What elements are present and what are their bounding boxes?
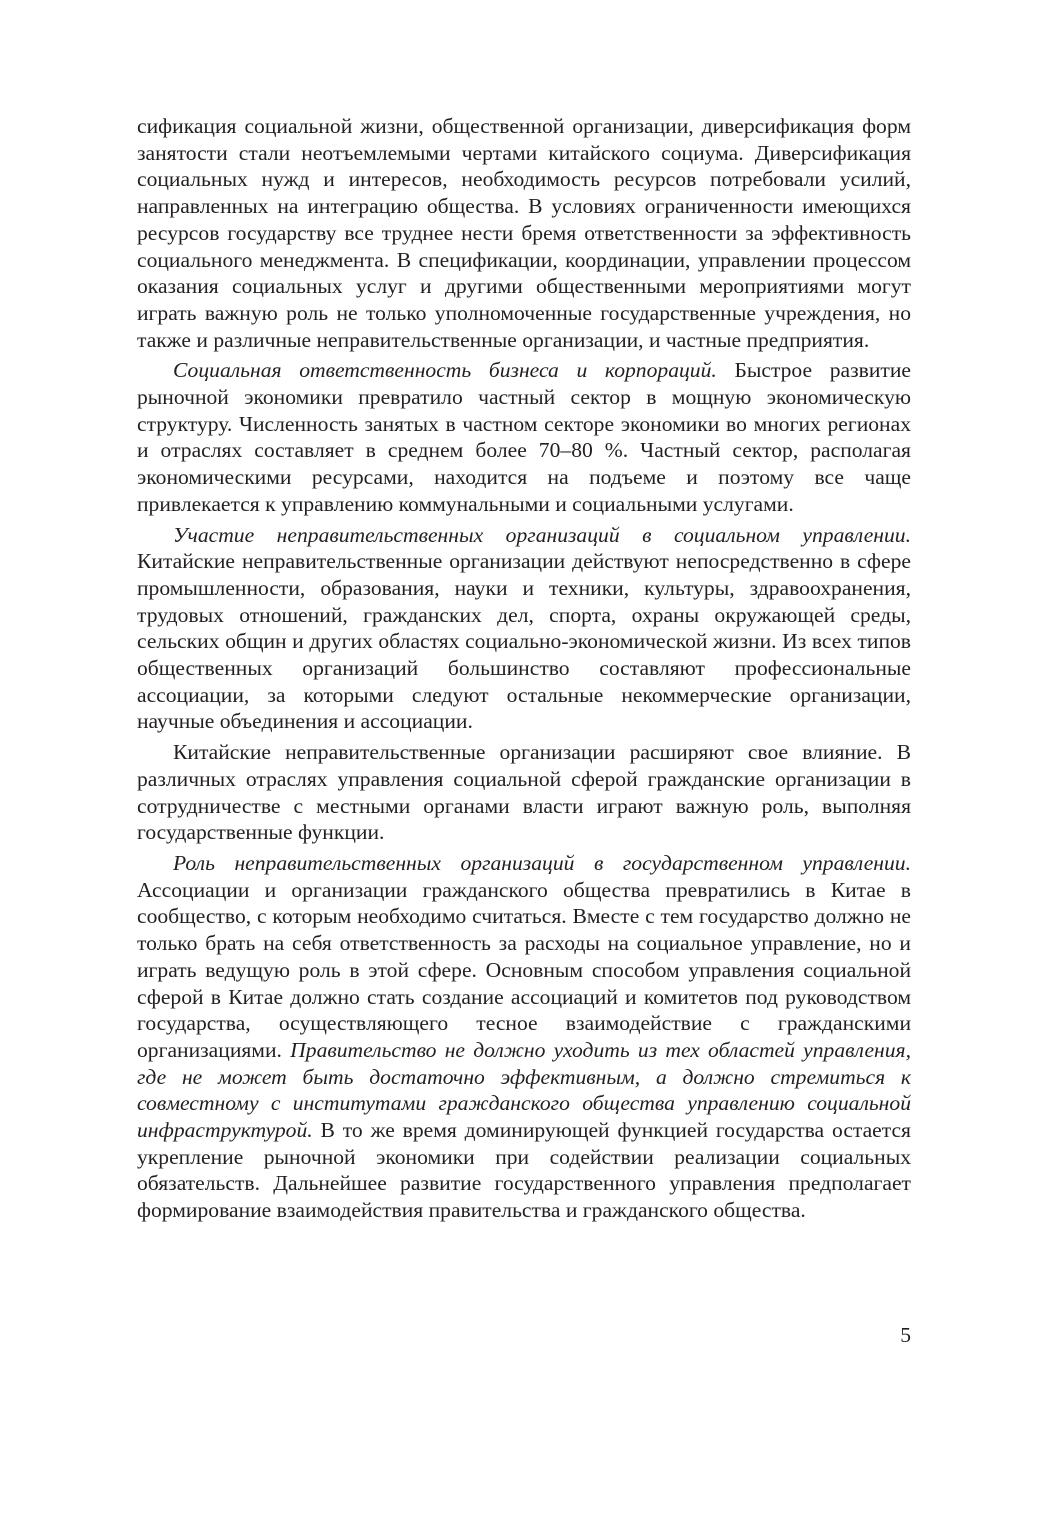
paragraph-5 (137, 850, 911, 1224)
paragraph-2-heading: Социальная ответственность бизнеса и корпораций. (173, 358, 717, 383)
paragraph-5-heading: Роль неправительственных организаций в государственном управлении. (173, 850, 911, 875)
paragraph-3 (137, 522, 911, 736)
paragraph-3-heading: Участие неправительственных организаций в социальном управлении. (173, 522, 911, 547)
paragraph-4-text: Китайские неправительственные организации расширяют свое влияние. В различных отраслях управления социальной сферой гражданские организации в сотрудничестве с местными органами власти играют важную роль, выполняя государственные функции. (137, 740, 911, 845)
paragraph-2-text: Быстрое развитие рыночной экономики превратило частный сектор в мощную экономическую структуру. Численность занятых в частном секторе экономики во многих регионах и отраслях составляет в среднем более 70–80 %. Частный сектор, располагая экономическими ресурсами, находится на подъеме и поэтому все чаще привлекается к управлению коммунальными и социальными услугами. (137, 358, 911, 516)
paragraph-5-emphasis: Правительство не должно уходить из тех областей управления, где не может быть достаточно эффективным, а должно стремиться к совместному с институтами гражданского общества управлению социальной инфраструктурой. (137, 1037, 911, 1143)
paragraph-1-text: сификация социальной жизни, общественной организации, диверсификация форм занятости стали неотъемлемыми чертами китайского социума. Диверсификация социальных нужд и интересов, необходимость ресурсов потребовали усилий, направленных на интеграцию общества. В условиях ограниченности имеющихся ресурсов государству все труднее нести бремя ответственности за эффективность социального менеджмента. В спецификации, координации, управлении процессом оказания социальных услуг и другими общественными мероприятиями могут играть важную роль не только уполномоченные государственные учреждения, но также и различные неправительственные организации, и частные предприятия. (137, 114, 911, 352)
page-number: 5 (900, 1323, 911, 1347)
paragraph-3-text: Китайские неправительственные организации действуют непосредственно в сфере промышленности, образования, науки и техники, культуры, здравоохранения, трудовых отношений, гражданских дел, спорта, охраны окружающей среды, сельских общин и других областях социально-экономической жизни. Из всех типов общественных организаций большинство составляют профессиональные ассоциации, за которыми следуют остальные некоммерческие организации, научные объединения и ассоциации. (137, 549, 911, 734)
page-body (137, 113, 911, 1224)
paragraph-2 (137, 357, 911, 517)
paragraph-5-text-end: В то же время доминирующей функцией государства остается укрепление рыночной экономики при содействии реализации социальных обязательств. Дальнейшее развитие государственного управления предполагает формирование взаимодействия правительства и гражданского общества. (137, 1118, 911, 1223)
paragraph-5-text: Ассоциации и организации гражданского общества превратились в Китае в сообщество, с которым необходимо считаться. Вместе с тем государство должно не только брать на себя ответственность за расходы на социальное управление, но и играть ведущую роль в этой сфере. Основным способом управления социальной сферой в Китае должно стать создание ассоциаций и комитетов под руководством государства, осуществляющего тесное взаимодействие с гражданскими организациями. (137, 877, 911, 1062)
paragraph-4 (137, 739, 911, 846)
paragraph-1 (137, 113, 911, 353)
